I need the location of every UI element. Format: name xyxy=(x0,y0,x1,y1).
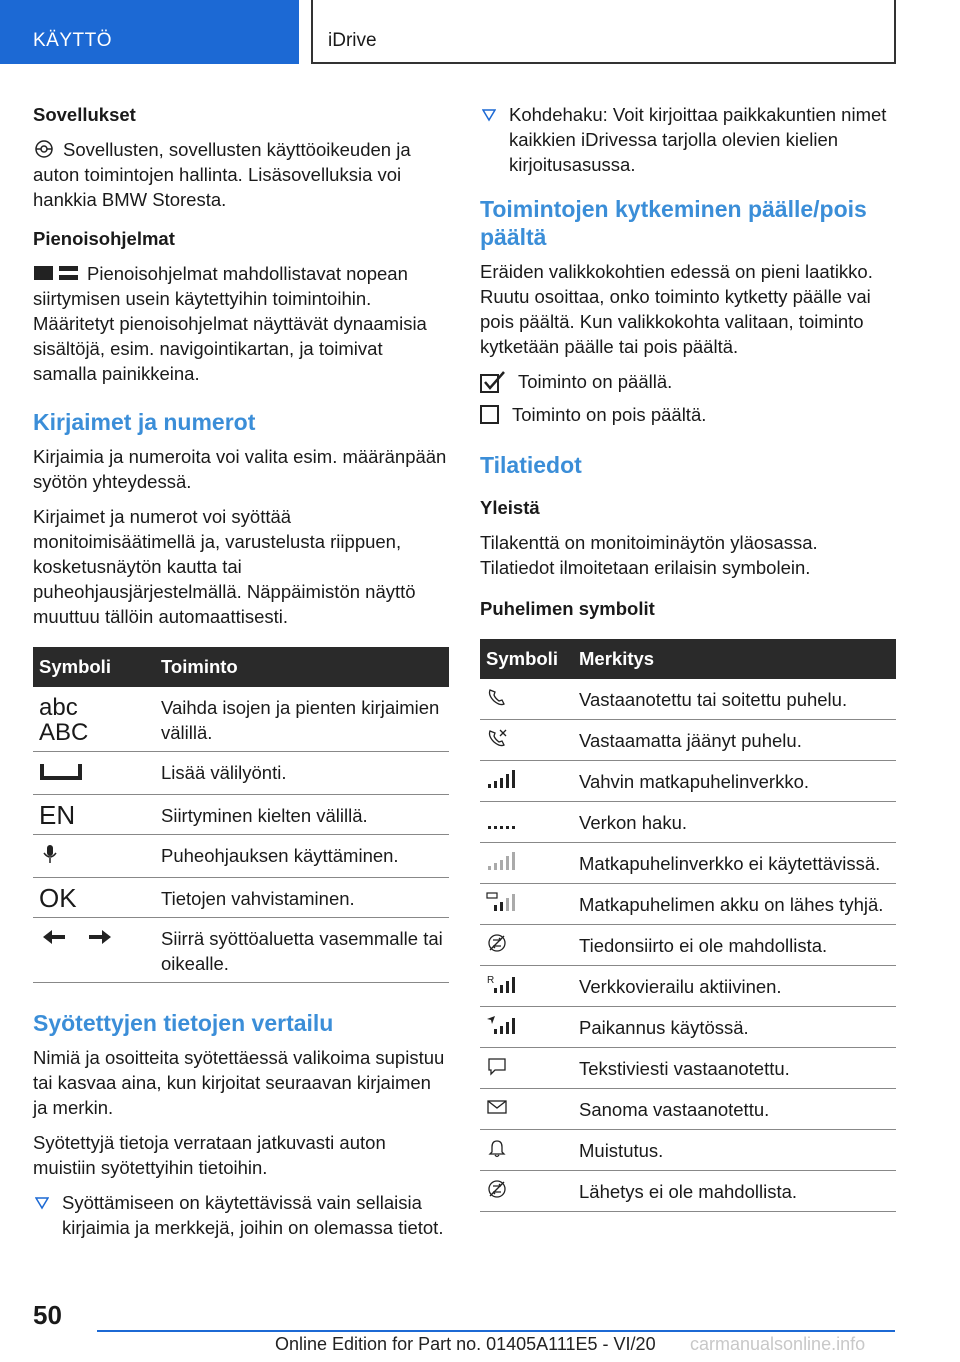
microphone-icon xyxy=(39,843,61,865)
sovellukset-body: Sovellusten, sovellusten käyttöoikeuden ja auton toimintojen hallinta. Lisäsovelluksia voi hankkia BMW Storesta. xyxy=(33,139,411,210)
space-icon xyxy=(39,760,83,782)
row-text: Vastaamatta jäänyt puhelu. xyxy=(573,720,896,761)
roaming-icon xyxy=(486,974,516,994)
footer-watermark: carmanualsonline.info xyxy=(690,1334,866,1354)
col-header-symboli: Symboli xyxy=(480,639,573,679)
checkbox-checked-icon xyxy=(480,371,506,393)
list-item xyxy=(480,102,896,177)
table-row xyxy=(33,918,449,983)
vertailu-p2: Syötettyjä tietoja verrataan jatkuvasti auton muistiin syötettyihin tietoihin. xyxy=(33,1132,386,1178)
row-text: Lisää välilyönti. xyxy=(155,752,449,795)
vertailu-p1: Nimiä ja osoitteita syötettäessä valikoima supistuu tai kasvaa aina, kun kirjoitat seuraavan kirjaimen ja merkin. xyxy=(33,1047,445,1118)
section-tab: KÄYTTÖ xyxy=(0,0,299,64)
pienoisohjelmat-text xyxy=(33,261,449,386)
pienoisohjelmat-body: Pienoisohjelmat mahdollistavat nopean siirtymisen usein käytettyihin toimintoihin. Määritetyt pienoisohjelmat näyttävät dynaamisia sisältöjä, esim. navigointikartan, ja toimivat samalla painikkeina. xyxy=(33,263,427,384)
table-row xyxy=(33,687,449,752)
triangle-bullet-icon xyxy=(482,108,496,122)
row-text: Muistutus. xyxy=(573,1130,896,1171)
kirjaimet-p1: Kirjaimia ja numeroita voi valita esim. määränpään syötön yhteydessä. xyxy=(33,446,447,492)
function-on-row xyxy=(480,369,896,394)
row-text: Lähetys ei ole mahdollista. xyxy=(573,1171,896,1212)
sovellukset-title: Sovellukset xyxy=(33,104,136,125)
list-item-text: Syöttämiseen on käytettävissä vain sellaisia kirjaimia ja merkkejä, joihin on olemassa tietot. xyxy=(62,1192,444,1238)
table-row xyxy=(480,925,896,966)
row-text: Vaihda isojen ja pienten kirjaimien välillä. xyxy=(155,687,449,752)
row-text: Verkkovierailu aktiivinen. xyxy=(573,966,896,1007)
row-text: Verkon haku. xyxy=(573,802,896,843)
phone-call-icon xyxy=(486,687,508,707)
table-row xyxy=(480,843,896,884)
row-text: Vahvin matkapuhelinverkko. xyxy=(573,761,896,802)
table-header-row xyxy=(33,647,449,687)
table-row xyxy=(480,679,896,720)
kirjaimet-p2: Kirjaimet ja numerot voi syöttää monitoimisäätimellä ja, varustelusta riippuen, kosketusnäytön kautta tai puheohjausjärjestelmällä. Näppäimistön näyttö muuttuu tällöin automaattisesti. xyxy=(33,506,416,627)
row-text: Paikannus käytössä. xyxy=(573,1007,896,1048)
location-icon xyxy=(486,1015,516,1035)
no-network-icon xyxy=(486,851,516,871)
table-row xyxy=(33,878,449,918)
footer-edition: Online Edition for Part no. 01405A111E5 - VI/20 xyxy=(275,1334,656,1354)
col-header-toiminto: Toiminto xyxy=(155,647,449,687)
list-item xyxy=(33,1190,449,1240)
table-row xyxy=(33,795,449,835)
table-row xyxy=(480,720,896,761)
apps-icon xyxy=(33,139,55,159)
keyboard-symbol-table xyxy=(33,647,449,983)
row-text: Siirtyminen kielten välillä. xyxy=(155,795,449,835)
puhelin-symbolit-title: Puhelimen symbolit xyxy=(480,598,655,619)
table-row xyxy=(480,1048,896,1089)
table-row xyxy=(480,1130,896,1171)
row-text: Matkapuhelinverkko ei käytettävissä. xyxy=(573,843,896,884)
envelope-icon xyxy=(486,1097,508,1117)
right-column xyxy=(480,102,896,1212)
table-row xyxy=(480,1007,896,1048)
en-symbol: EN xyxy=(33,795,155,835)
signal-strength-icon xyxy=(486,769,516,789)
yleista-title: Yleistä xyxy=(480,497,540,518)
function-off-row xyxy=(480,402,896,427)
table-row xyxy=(33,752,449,795)
vertailu-heading: Syötettyjen tietojen vertailu xyxy=(33,1010,334,1036)
table-header-row xyxy=(480,639,896,679)
phone-symbol-table xyxy=(480,639,896,1212)
battery-low-icon xyxy=(486,892,516,912)
row-text: Tiedonsiirto ei ole mahdollista. xyxy=(573,925,896,966)
table-row xyxy=(480,884,896,925)
sovellukset-text xyxy=(33,137,449,212)
row-text: Puheohjauksen käyttäminen. xyxy=(155,835,449,878)
row-text: Tekstiviesti vastaanotettu. xyxy=(573,1048,896,1089)
function-off-text: Toiminto on pois päältä. xyxy=(512,404,707,425)
row-text: Matkapuhelimen akku on lähes tyhjä. xyxy=(573,884,896,925)
footer-divider xyxy=(97,1330,895,1332)
row-text: Siirrä syöttöaluetta vasemmalle tai oikealle. xyxy=(155,918,449,983)
list-item-text: Kohdehaku: Voit kirjoittaa paikkakuntien nimet kaikkien iDrivessa tarjolla olevien kielien kirjoitusasussa. xyxy=(509,104,887,175)
row-text: Sanoma vastaanotettu. xyxy=(573,1089,896,1130)
table-row xyxy=(480,1089,896,1130)
triangle-bullet-icon xyxy=(35,1196,49,1210)
no-send-icon xyxy=(486,1179,508,1199)
bell-icon xyxy=(486,1138,508,1158)
table-row xyxy=(480,1171,896,1212)
widgets-icon xyxy=(33,263,79,283)
no-data-icon xyxy=(486,933,508,953)
col-header-symboli: Symboli xyxy=(33,647,155,687)
table-row xyxy=(480,802,896,843)
kytkeminen-text: Eräiden valikkokohtien edessä on pieni laatikko. Ruutu osoittaa, onko toiminto kytketty päälle vai pois päältä. Kun valikkokohta valitaan, toiminto kytketään päälle tai pois päältä. xyxy=(480,261,873,357)
arrows-left-right-icon xyxy=(39,926,115,948)
abc-symbol: abc ABC xyxy=(33,687,155,752)
col-header-merkitys: Merkitys xyxy=(573,639,896,679)
missed-call-icon xyxy=(486,728,508,748)
table-row xyxy=(480,966,896,1007)
network-search-icon xyxy=(486,810,516,830)
left-column xyxy=(33,102,449,1248)
pienoisohjelmat-title: Pienoisohjelmat xyxy=(33,228,175,249)
svg-text:R: R xyxy=(487,975,495,986)
ok-symbol: OK xyxy=(33,878,155,918)
row-text: Vastaanotettu tai soitettu puhelu. xyxy=(573,679,896,720)
checkbox-empty-icon xyxy=(480,405,500,425)
function-on-text: Toiminto on päällä. xyxy=(518,371,673,392)
yleista-text: Tilakenttä on monitoiminäytön yläosassa. Tilatiedot ilmoitetaan erilaisin symbolein. xyxy=(480,532,818,578)
row-text: Tietojen vahvistaminen. xyxy=(155,878,449,918)
kirjaimet-heading: Kirjaimet ja numerot xyxy=(33,409,256,435)
chapter-title: iDrive xyxy=(311,0,896,64)
table-row xyxy=(480,761,896,802)
sms-icon xyxy=(486,1056,508,1076)
page-number: 50 xyxy=(33,1300,62,1330)
tilatiedot-heading: Tilatiedot xyxy=(480,452,582,478)
kytkeminen-heading: Toimintojen kytkeminen päälle/pois päältä xyxy=(480,196,867,250)
table-row xyxy=(33,835,449,878)
kohdehaku-list xyxy=(480,102,896,177)
vertailu-list xyxy=(33,1190,449,1240)
